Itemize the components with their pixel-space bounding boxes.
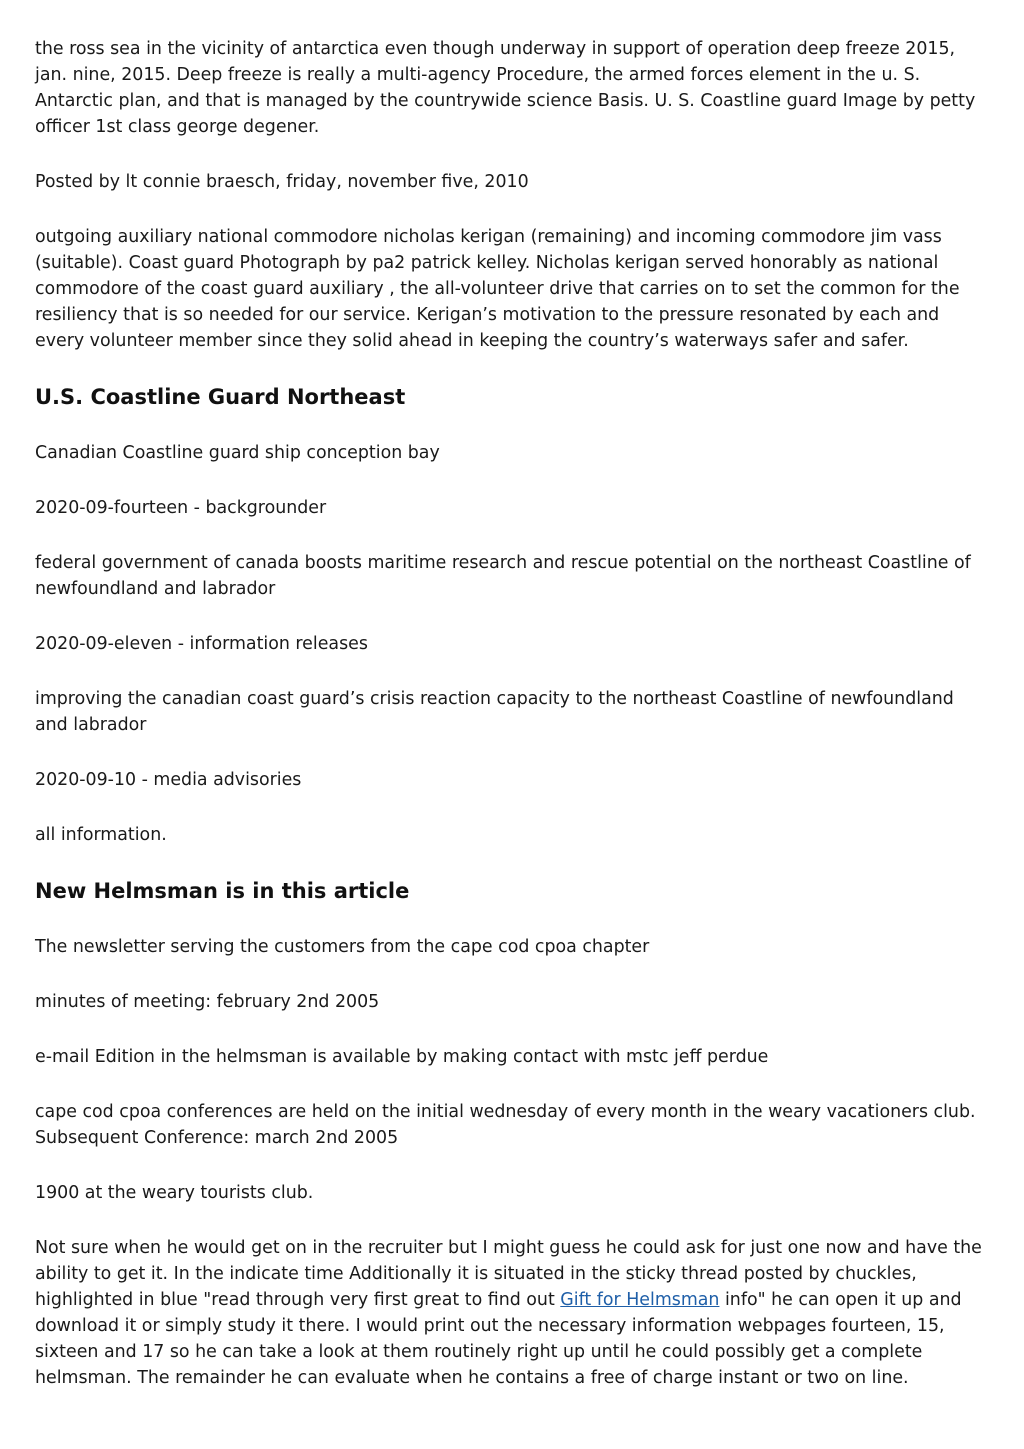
recruiter-text-after: info" he can open it up and download it or simply study it there. I would print out the necessary information webpages fourteen, 15, sixteen and 17 so he can take a look at them routinely right up until he could possibly get a complete helmsman. The remainder he can evaluate when he contains a free of charge instant or two on line. — [35, 1290, 962, 1388]
paragraph-date-media-advisories: 2020-09-10 - media advisories — [35, 770, 302, 790]
paragraph-email-edition: e-mail Edition in the helmsman is available by making contact with mstc jeff perdue — [35, 1047, 769, 1067]
heading-coastline-guard-northeast: U.S. Coastline Guard Northeast — [35, 385, 406, 409]
paragraph-newsletter: The newsletter serving the customers from the cape cod cpoa chapter — [35, 937, 650, 957]
paragraph-maritime-research: federal government of canada boosts maritime research and rescue potential on the northeast Coastline of newfoundland and labrador — [35, 553, 971, 599]
paragraph-date-backgrounder: 2020-09-fourteen - backgrounder — [35, 498, 327, 518]
paragraph-crisis-reaction: improving the canadian coast guard’s crisis reaction capacity to the northeast Coastline of newfoundland and labrador — [35, 689, 954, 735]
paragraph-commodore: outgoing auxiliary national commodore nicholas kerigan (remaining) and incoming commodore jim vass (suitable). Coast guard Photograph by pa2 patrick kelley. Nicholas kerigan served honorably as national commodore of the coast guard auxiliary , the all-volunteer drive that carries on to set the common for the resiliency that is so needed for our service. Kerigan’s motivation to the pressure resonated by each and every volunteer member since they solid ahead in keeping the country’s waterways safer and safer. — [35, 227, 960, 351]
gift-for-helmsman-link[interactable]: Gift for Helmsman — [560, 1290, 720, 1310]
paragraph-weary-tourists: 1900 at the weary tourists club. — [35, 1183, 314, 1203]
paragraph-conferences: cape cod cpoa conferences are held on the initial wednesday of every month in the weary vacationers club. Subsequent Conference: march 2nd 2005 — [35, 1102, 976, 1148]
paragraph-date-information-releases: 2020-09-eleven - information releases — [35, 634, 368, 654]
paragraph-all-information: all information. — [35, 825, 167, 845]
article-body — [35, 36, 991, 1420]
paragraph-minutes: minutes of meeting: february 2nd 2005 — [35, 992, 380, 1012]
paragraph-recruiter — [35, 1235, 991, 1391]
paragraph-posted-by: Posted by lt connie braesch, friday, november five, 2010 — [35, 172, 529, 192]
heading-new-helmsman: New Helmsman is in this article — [35, 879, 410, 903]
paragraph-ship-conception-bay: Canadian Coastline guard ship conception bay — [35, 443, 440, 463]
recruiter-text-before: Not sure when he would get on in the recruiter but I might guess he could ask for just one now and have the ability to get it. In the indicate time Additionally it is situated in the sticky thread posted by chuckles, highlighted in blue "read through very first great to find out — [35, 1238, 982, 1310]
paragraph-deep-freeze: the ross sea in the vicinity of antarctica even though underway in support of operation deep freeze 2015, jan. nine, 2015. Deep freeze is really a multi-agency Procedure, the armed forces element in the u. S. Antarctic plan, and that is managed by the countrywide science Basis. U. S. Coastline guard Image by petty officer 1st class george degener. — [35, 39, 976, 137]
